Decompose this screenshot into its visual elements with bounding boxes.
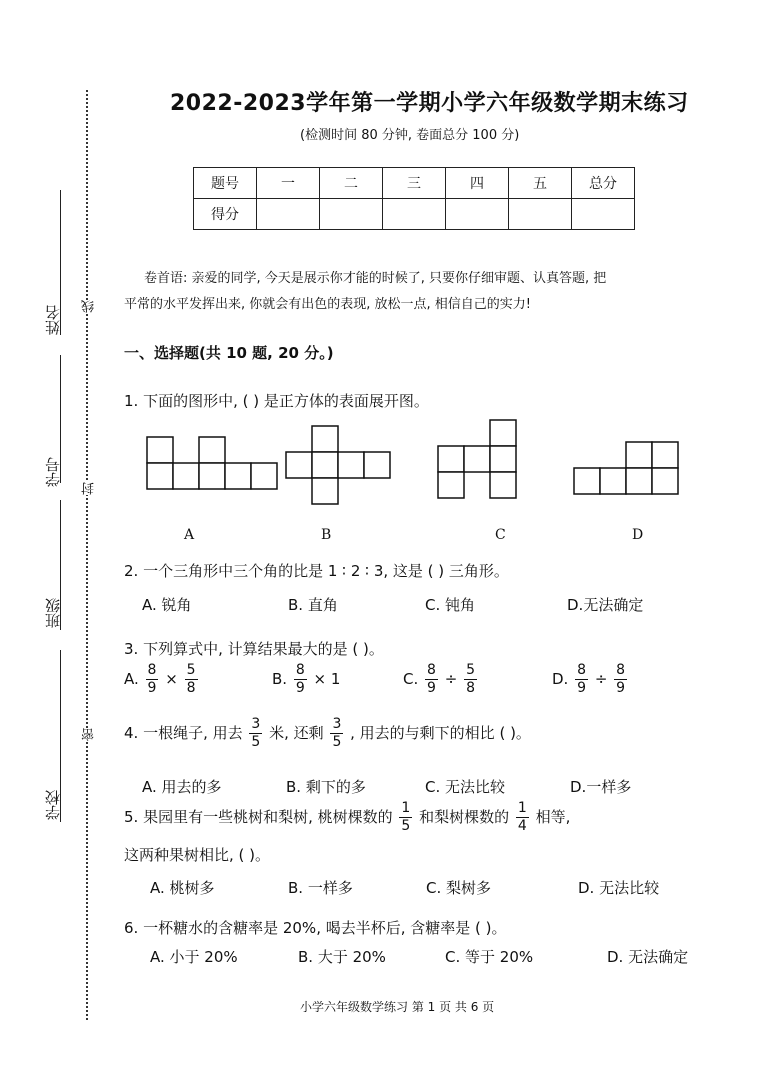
score-cell: 总分 (572, 168, 635, 199)
option-prefix: B. (272, 670, 288, 688)
score-input-cell[interactable] (509, 199, 572, 230)
numerator: 1 (401, 800, 411, 816)
denominator: 8 (466, 680, 476, 696)
name-field[interactable] (60, 190, 62, 335)
q6-option-d[interactable]: D. 无法确定 (607, 948, 689, 966)
question-5-line-2: 这两种果树相比, ( )。 (124, 846, 271, 864)
q3-option-d[interactable] (552, 662, 629, 697)
denominator: 5 (251, 734, 261, 750)
numerator: 8 (147, 662, 157, 678)
operator: ÷ (594, 670, 608, 688)
q4-option-c[interactable]: C. 无法比较 (425, 778, 506, 796)
score-cell: 二 (320, 168, 383, 199)
q6-option-a[interactable]: A. 小于 20% (150, 948, 238, 966)
figure-label-c: C (495, 527, 506, 543)
q5-option-c[interactable]: C. 梨树多 (426, 879, 492, 897)
q4-option-b[interactable]: B. 剩下的多 (286, 778, 366, 796)
fraction (146, 662, 159, 697)
numerator: 8 (295, 662, 305, 678)
denominator: 9 (295, 680, 305, 696)
operator: × 1 (313, 670, 341, 688)
numerator: 8 (616, 662, 626, 678)
denominator: 8 (186, 680, 196, 696)
class-field[interactable] (60, 500, 62, 630)
numerator: 5 (186, 662, 196, 678)
score-cell: 一 (257, 168, 320, 199)
numerator: 1 (517, 800, 527, 816)
score-input-cell[interactable] (320, 199, 383, 230)
net-figure-b (282, 424, 394, 514)
numerator: 8 (577, 662, 587, 678)
question-4-text (124, 716, 531, 751)
page-title: 2022-2023学年第一学期小学六年级数学期末练习 (170, 91, 689, 116)
seal-char-line: 线 (82, 300, 97, 313)
fraction (249, 716, 262, 751)
score-cell: 得分 (194, 199, 257, 230)
q4-part-3: , 用去的与剩下的相比 ( )。 (350, 724, 531, 742)
figure-label-a: A (184, 527, 195, 543)
fraction (464, 662, 477, 697)
fraction (516, 800, 529, 835)
score-input-cell[interactable] (257, 199, 320, 230)
question-6-text: 6. 一杯糖水的含糖率是 20%, 喝去半杯后, 含糖率是 ( )。 (124, 919, 507, 937)
class-label: 班级 (44, 598, 62, 628)
school-field[interactable] (60, 650, 62, 822)
numerator: 8 (427, 662, 436, 678)
q2-option-c[interactable]: C. 钝角 (425, 596, 476, 614)
q2-option-b[interactable]: B. 直角 (288, 596, 338, 614)
seal-char-seal: 封 (82, 482, 97, 495)
binding-dotted-line (86, 90, 88, 1020)
q4-option-d[interactable]: D.一样多 (570, 778, 632, 796)
q3-option-c[interactable] (403, 662, 479, 697)
q4-part-2: 米, 还剩 (269, 724, 324, 742)
denominator: 4 (517, 818, 527, 834)
section-heading: 一、选择题(共 10 题, 20 分。) (124, 344, 334, 362)
option-prefix: D. (552, 670, 569, 688)
student-id-label: 学号 (44, 457, 62, 487)
exam-subtitle: (检测时间 80 分钟, 卷面总分 100 分) (300, 128, 520, 143)
q5-part-1: 5. 果园里有一些桃树和梨树, 桃树棵数的 (124, 808, 393, 826)
option-prefix: A. (124, 670, 139, 688)
option-prefix: C. (403, 670, 419, 688)
net-figure-a (140, 430, 280, 500)
intro-line-2: 平常的水平发挥出来, 你就会有出色的表现, 放松一点, 相信自己的实力! (124, 297, 532, 312)
seal-char-secret: 密 (82, 728, 97, 741)
denominator: 9 (616, 680, 626, 696)
q3-option-a[interactable] (124, 662, 200, 697)
q6-option-c[interactable]: C. 等于 20% (445, 948, 534, 966)
fraction (614, 662, 627, 697)
denominator: 9 (577, 680, 587, 696)
question-1-text: 1. 下面的图形中, ( ) 是正方体的表面展开图。 (124, 392, 429, 410)
score-input-cell[interactable] (446, 199, 509, 230)
score-input-cell[interactable] (383, 199, 446, 230)
intro-line-1: 卷首语: 亲爱的同学, 今天是展示你才能的时候了, 只要你仔细审题、认真答题, 把 (144, 271, 607, 286)
score-cell: 三 (383, 168, 446, 199)
figure-label-d: D (632, 527, 644, 543)
question-5-text (124, 800, 570, 835)
fraction (575, 662, 588, 697)
q5-part-2: 和梨树棵数的 (419, 808, 510, 826)
fraction (330, 716, 343, 751)
score-cell: 四 (446, 168, 509, 199)
page-footer: 小学六年级数学练习 第 1 页 共 6 页 (300, 1000, 495, 1014)
question-2-text: 2. 一个三角形中三个角的比是 1 ∶ 2 ∶ 3, 这是 ( ) 三角形。 (124, 562, 509, 580)
q5-option-a[interactable]: A. 桃树多 (150, 879, 215, 897)
fraction (425, 662, 438, 697)
numerator: 3 (332, 716, 342, 732)
q4-part-1: 4. 一根绳子, 用去 (124, 724, 243, 742)
operator: ÷ (444, 670, 458, 688)
q4-option-a[interactable]: A. 用去的多 (142, 778, 222, 796)
q2-option-a[interactable]: A. 锐角 (142, 596, 192, 614)
net-figure-d (570, 438, 685, 500)
school-label: 学校 (44, 790, 62, 820)
q6-option-b[interactable]: B. 大于 20% (298, 948, 386, 966)
score-input-cell[interactable] (572, 199, 635, 230)
denominator: 5 (401, 818, 411, 834)
score-table-score-row (194, 199, 635, 230)
numerator: 3 (251, 716, 261, 732)
score-table-header-row (194, 168, 635, 199)
net-figure-c (434, 416, 524, 506)
fraction (294, 662, 307, 697)
fraction (185, 662, 198, 697)
operator: × (165, 670, 178, 688)
q5-option-b[interactable]: B. 一样多 (288, 879, 353, 897)
denominator: 9 (427, 680, 436, 696)
name-label: 姓名 (44, 305, 62, 335)
question-3-text: 3. 下列算式中, 计算结果最大的是 ( )。 (124, 640, 384, 658)
q2-option-d[interactable]: D.无法确定 (567, 596, 644, 614)
denominator: 5 (332, 734, 342, 750)
fraction (399, 800, 412, 835)
q3-option-b[interactable] (272, 662, 340, 697)
student-id-field[interactable] (60, 355, 62, 483)
denominator: 9 (147, 680, 157, 696)
figure-label-b: B (321, 527, 332, 543)
score-cell: 五 (509, 168, 572, 199)
q5-part-3: 相等, (535, 808, 571, 826)
score-cell: 题号 (194, 168, 257, 199)
score-table (193, 167, 635, 230)
numerator: 5 (466, 662, 476, 678)
q5-option-d[interactable]: D. 无法比较 (578, 879, 660, 897)
